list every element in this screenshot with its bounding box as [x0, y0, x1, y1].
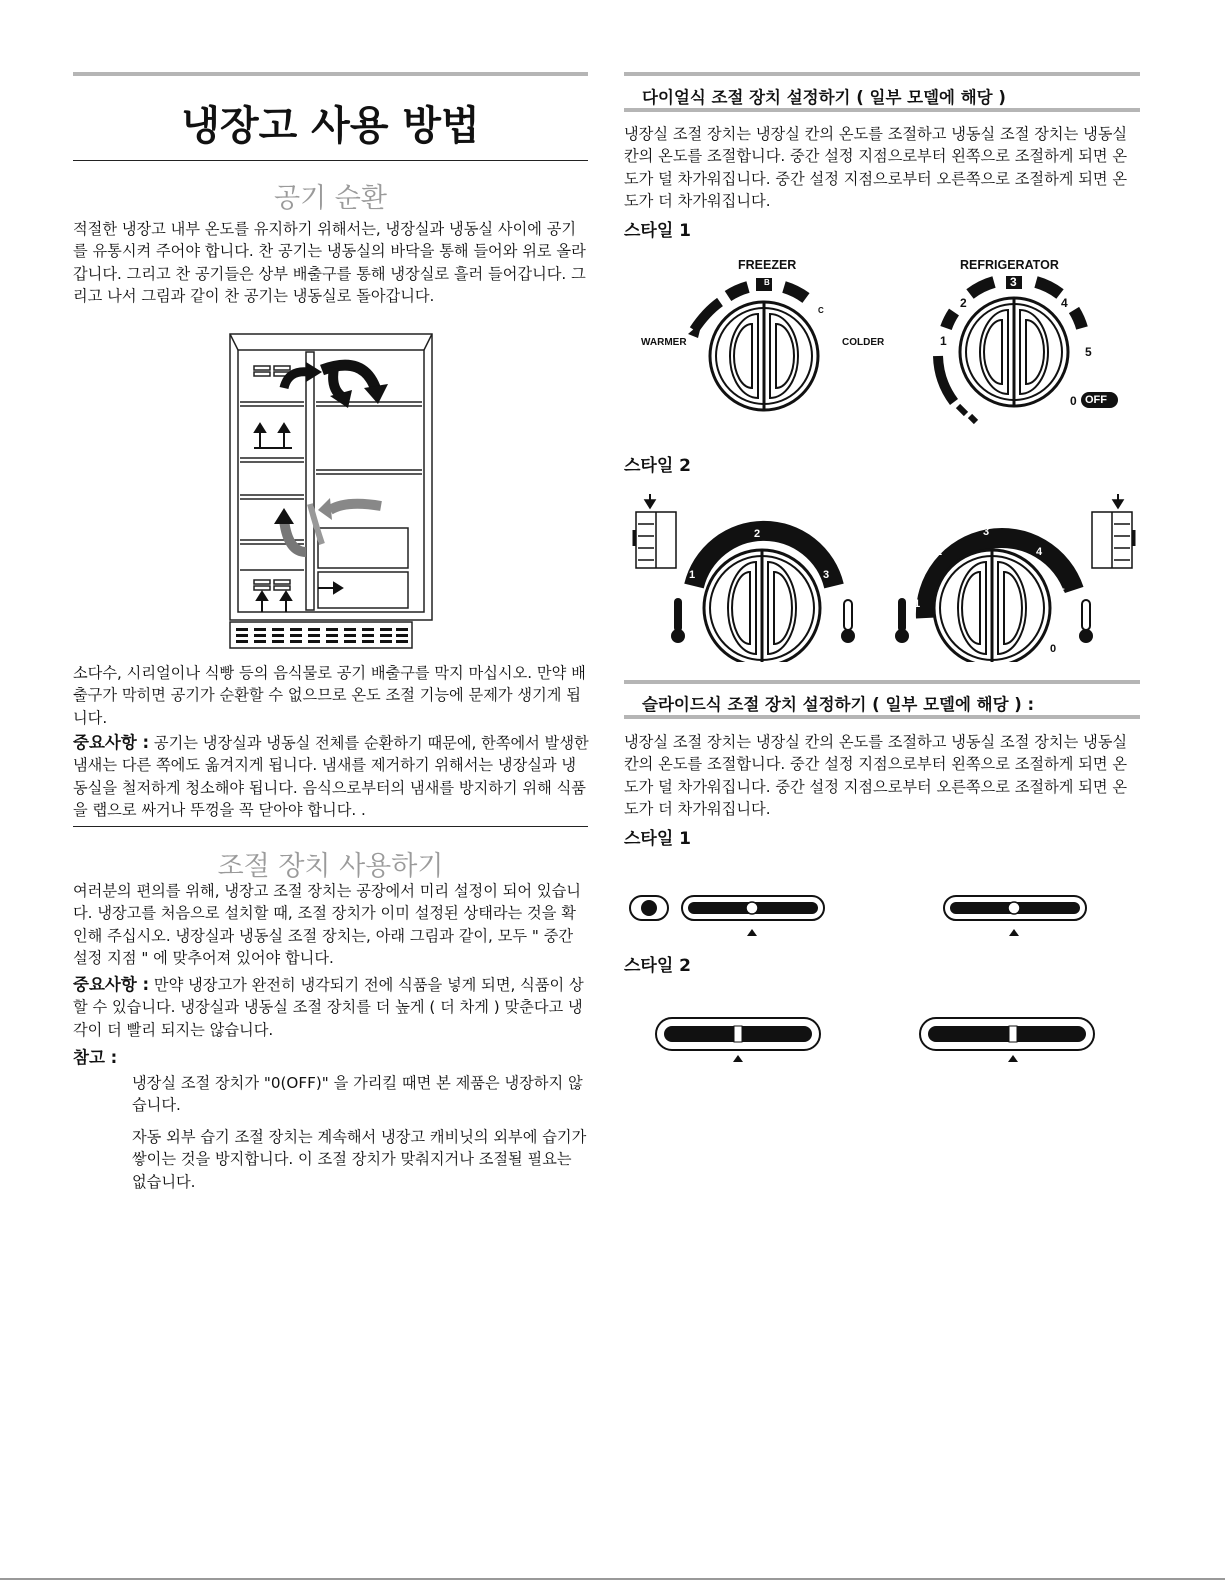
dial-style-2-figure [630, 490, 1140, 662]
note-1: 냉장실 조절 장치가 "0(OFF)" 을 가리킬 때면 본 제품은 냉장하지 않습니다. [132, 1074, 583, 1115]
slide-paragraph: 냉장실 조절 장치는 냉장실 칸의 온도를 조절하고 냉동실 조절 장치는 냉동실 칸의 온도를 조절합니다. 중간 설정 지점으로부터 왼쪽으로 조절하게 되면 온도가 덜 차가워집니다. 중간 설정 지점으로부터 오른쪽으로 조절하게 되면 온도가 더 차가워집니다. [624, 733, 1128, 819]
dial-style-1-label: 스타일 1 [624, 221, 692, 241]
freezer-b: B [764, 278, 770, 287]
important-text: 만약 냉장고가 완전히 냉각되기 전에 식품을 넣게 되면, 식품이 상할 수 있습니다. 냉장실과 냉동실 조절 장치를 더 높게 ( 더 차게 ) 맞춘다고 냉각이 더 빨리 되지는 않습니다. [73, 976, 584, 1039]
s2-right-5: 5 [1059, 587, 1066, 599]
fridge-1: 1 [940, 334, 947, 348]
slide-style-2-figure [650, 1014, 1110, 1066]
s2-left-2: 2 [754, 528, 761, 540]
s2-right-0: 0 [1050, 643, 1057, 655]
slide-style-2-label: 스타일 2 [624, 956, 692, 976]
freezer-label: FREEZER [738, 258, 797, 272]
airflow-illustration [226, 330, 436, 652]
slide-style-1-figure [626, 892, 1096, 942]
important-label: 중요사항 : [73, 975, 150, 994]
controls-important [73, 974, 590, 1041]
slide-heading-rule [624, 715, 1140, 719]
dial-style-2-label: 스타일 2 [624, 456, 692, 476]
controls-paragraph: 여러분의 편의를 위해, 냉장고 조절 장치는 공장에서 미리 설정이 되어 있습니다. 냉장고를 처음으로 설치할 때, 조절 장치가 이미 설정된 상태라는 것을 확인해 주십시오. 냉장실과 냉동실 조절 장치는, 아래 그림과 같이, 모두 " 중간 설정 지점 " 에 맞추어져 있어야 합니다. [73, 882, 581, 968]
air-paragraph-1: 적절한 냉장고 내부 온도를 유지하기 위해서는, 냉장실과 냉동실 사이에 공기를 유통시켜 주어야 합니다. 찬 공기는 냉동실의 바닥을 통해 들어와 위로 올라갑니다. 그리고 찬 공기들은 상부 배출구를 통해 냉장실로 흘러 들어갑니다. 그리고 나서 그림과 같이 찬 공기는 냉동실로 돌아갑니다. [73, 220, 586, 306]
dial-style-1-figure [636, 252, 1136, 428]
divider [73, 826, 588, 827]
fridge-off: OFF [1085, 394, 1107, 406]
dial-paragraph: 냉장실 조절 장치는 냉장실 칸의 온도를 조절하고 냉동실 조절 장치는 냉동실 칸의 온도를 조절합니다. 중간 설정 지점으로부터 왼쪽으로 조절하게 되면 온도가 덜 차가워집니다. 중간 설정 지점으로부터 오른쪽으로 조절하게 되면 온도가 더 차가워집니다. [624, 125, 1128, 211]
freezer-c: C [818, 306, 824, 315]
fridge-4: 4 [1061, 296, 1068, 310]
air-important [73, 732, 590, 822]
s2-left-1: 1 [689, 569, 696, 581]
freezer-a: A [709, 306, 715, 315]
slide-style-1-label: 스타일 1 [624, 829, 692, 849]
s2-right-2: 2 [936, 546, 943, 558]
s2-left-3: 3 [823, 569, 830, 581]
page-bottom-rule [0, 1578, 1225, 1580]
important-label: 중요사항 : [73, 733, 150, 752]
important-text: 공기는 냉장실과 냉동실 전체를 순환하기 때문에, 한쪽에서 발생한 냄새는 다른 쪽에도 옮겨지게 됩니다. 냄새를 제거하기 위해서는 냉장실과 냉동실을 철저하게 청소해야 됩니다. 음식으로부터의 냄새를 방지하기 위해 식품을 랩으로 싸거나 뚜껑을 꼭 닫아야 합니다. . [73, 734, 589, 820]
slide-heading: 슬라이드식 조절 장치 설정하기 ( 일부 모델에 해당 ) : [642, 695, 1035, 714]
dial-heading: 다이얼식 조절 장치 설정하기 ( 일부 모델에 해당 ) [642, 88, 1006, 107]
colder-label: COLDER [842, 337, 885, 348]
fridge-0: 0 [1070, 394, 1077, 408]
top-rule-right [624, 72, 1140, 76]
refrigerator-label: REFRIGERATOR [960, 258, 1059, 272]
air-paragraph-2: 소다수, 시리얼이나 식빵 등의 음식물로 공기 배출구를 막지 마십시오. 만약 배출구가 막히면 공기가 순환할 수 없으므로 온도 조절 기능에 문제가 생기게 됩니다. [73, 664, 586, 727]
fridge-5: 5 [1085, 345, 1092, 359]
s2-right-1: 1 [914, 598, 921, 610]
top-rule-left [73, 72, 588, 76]
fridge-2: 2 [960, 296, 967, 310]
warmer-label: WARMER [641, 337, 687, 348]
fridge-3: 3 [1010, 275, 1017, 289]
divider [73, 160, 588, 161]
s2-right-3: 3 [983, 526, 990, 538]
controls-heading: 조절 장치 사용하기 [217, 851, 444, 882]
note-2: 자동 외부 습기 조절 장치는 계속해서 냉장고 캐비닛의 외부에 습기가 쌓이는 것을 방지합니다. 이 조절 장치가 맞춰지거나 조절될 필요는 없습니다. [132, 1128, 587, 1191]
note-label: 참고 : [73, 1048, 118, 1067]
heading-rule [624, 108, 1140, 112]
s2-right-4: 4 [1036, 546, 1043, 558]
air-circulation-heading: 공기 순환 [274, 183, 387, 214]
slide-top-rule [624, 680, 1140, 684]
page-title: 냉장고 사용 방법 [181, 102, 480, 149]
